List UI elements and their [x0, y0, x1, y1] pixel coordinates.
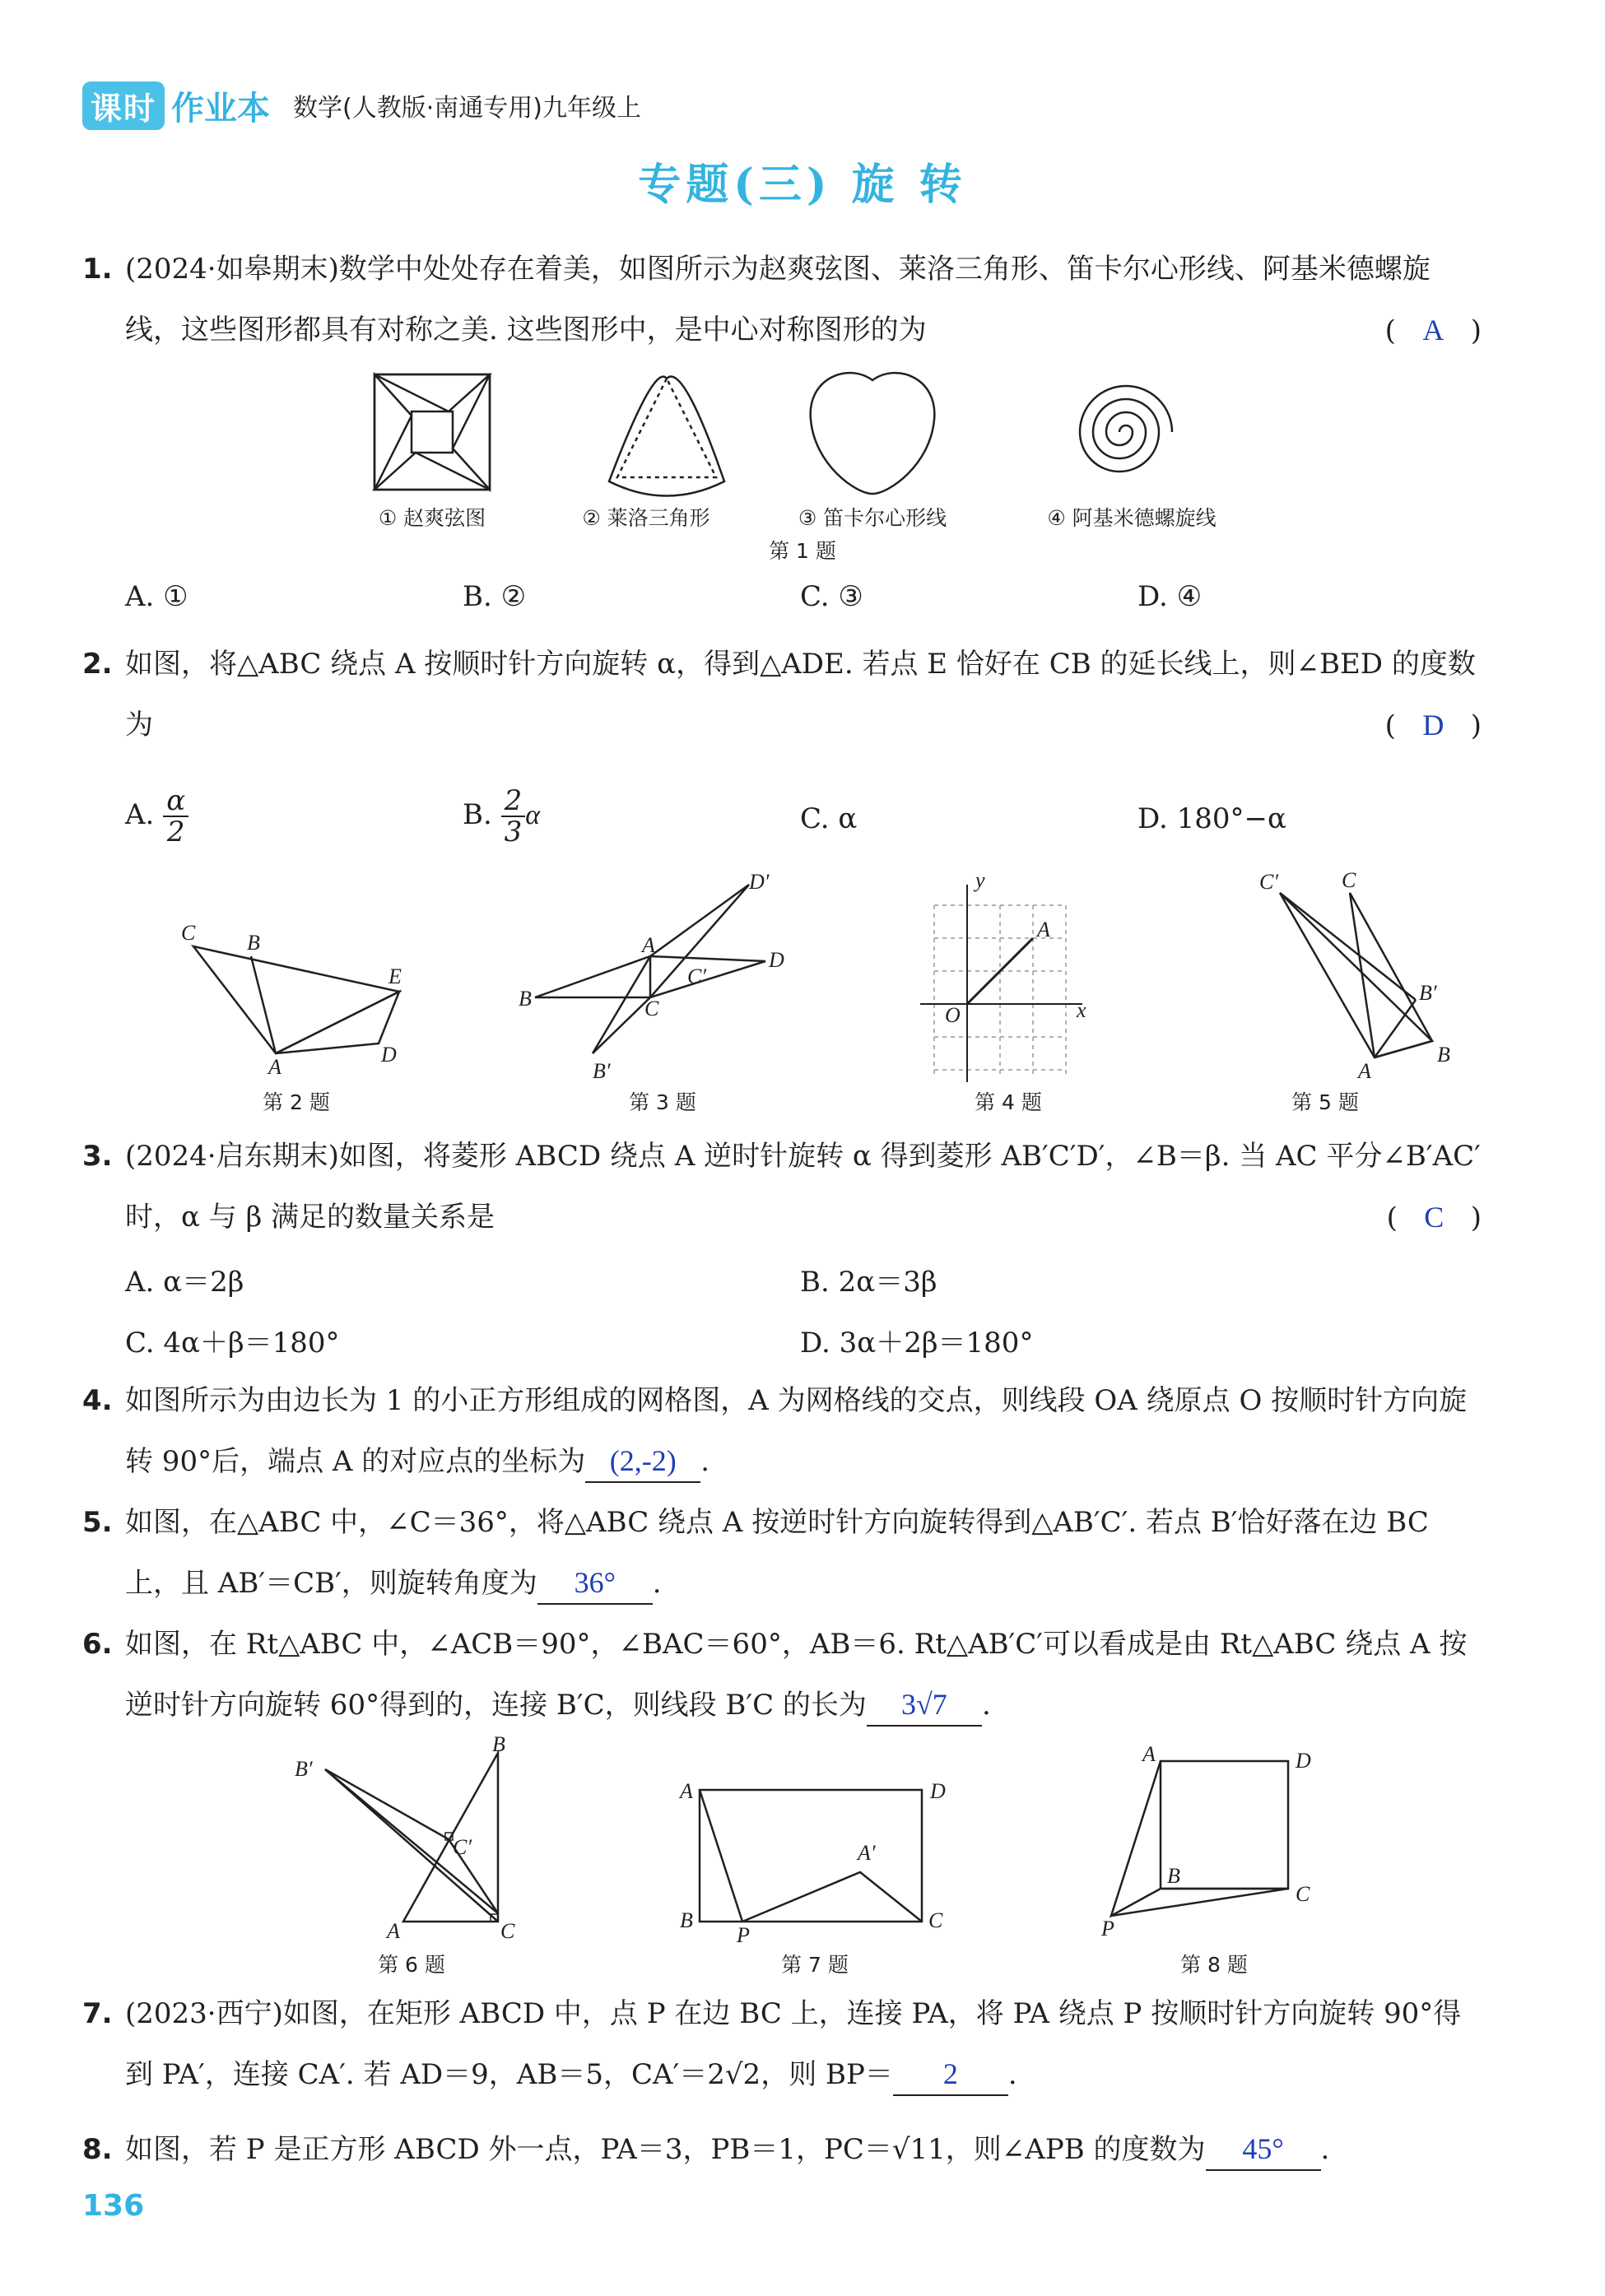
figure-row-2 [280, 1732, 1350, 1947]
svg-text:B: B [1437, 1043, 1450, 1067]
reuleaux-figure [609, 377, 724, 496]
logo: 课时 [82, 81, 165, 130]
question-5 [82, 1492, 1482, 1614]
question-text: (2024·启东期末)如图，将菱形 ABCD 绕点 A 逆时针旋转 α 得到菱形 AB′C′D′，∠B＝β. 当 AC 平分∠B′AC′时，α 与 β 满足的数量关系是 [125, 1140, 1481, 1234]
answer-blank: 45° [1206, 2128, 1321, 2171]
option-c: C. ③ [800, 580, 863, 613]
question-2 [82, 634, 1482, 755]
answer-bracket: ( C ) [1386, 1201, 1482, 1234]
svg-text:B: B [492, 1732, 505, 1756]
option-d: D. 180°−α [1137, 802, 1287, 835]
question-7 [82, 1983, 1482, 2105]
svg-text:P: P [1101, 1917, 1114, 1940]
svg-text:A: A [1142, 1742, 1156, 1766]
svg-text:C′: C′ [453, 1835, 472, 1859]
svg-text:D: D [1296, 1749, 1311, 1773]
question-6 [82, 1614, 1482, 1736]
svg-text:B: B [680, 1908, 693, 1932]
figure-label: ④ 阿基米德螺旋线 [1047, 506, 1217, 530]
figure-row-1 [165, 864, 1450, 1083]
option-d: D. 3α＋2β＝180° [800, 1327, 1034, 1359]
options-q2 [125, 769, 1475, 848]
period: . [1007, 2058, 1017, 2091]
svg-text:C: C [1342, 868, 1356, 892]
page-number: 136 [82, 2189, 145, 2223]
cardioid-figure [811, 373, 935, 494]
svg-text:A: A [387, 1919, 400, 1943]
svg-text:P: P [737, 1923, 750, 1947]
answer-blank: 2 [893, 2053, 1008, 2096]
option-b [463, 786, 540, 847]
svg-text:A: A [1037, 918, 1050, 941]
svg-text:D′: D′ [749, 870, 770, 894]
question-4 [82, 1370, 1482, 1492]
svg-text:B: B [1167, 1864, 1180, 1888]
svg-text:B′: B′ [1419, 981, 1437, 1005]
option-a: A. α＝2β [125, 1266, 244, 1299]
question-text: (2024·如皋期末)数学中处处存在着美，如图所示为赵爽弦图、莱洛三角形、笛卡尔心形线、阿基米德螺旋线，这些图形都具有对称之美. 这些图形中，是中心对称图形的为 [125, 253, 1431, 346]
spiral-figure [1080, 386, 1172, 472]
svg-text:D: D [769, 948, 784, 972]
question-1 [82, 239, 1482, 360]
figure-q8 [1111, 1761, 1288, 1916]
svg-text:D: D [381, 1043, 397, 1067]
option-b: B. ② [463, 580, 527, 613]
svg-text:A: A [680, 1779, 693, 1803]
option-letter: A. [125, 798, 155, 831]
option-c: C. α [800, 802, 858, 835]
answer-bracket: ( D ) [1384, 709, 1482, 742]
question-8 [82, 2119, 1482, 2180]
period: . [700, 1445, 710, 1478]
svg-text:A: A [268, 1055, 281, 1079]
question-3 [82, 1126, 1482, 1248]
svg-text:C′: C′ [687, 964, 707, 988]
period: . [1320, 2133, 1330, 2166]
svg-text:y: y [975, 868, 985, 892]
svg-text:x: x [1077, 998, 1086, 1022]
figure-q3 [535, 885, 765, 1053]
answer-blank: 3√7 [867, 1684, 982, 1727]
svg-text:O: O [945, 1003, 961, 1027]
page-header [82, 81, 641, 130]
svg-text:B: B [519, 987, 532, 1011]
answer-bracket: ( A ) [1384, 314, 1482, 347]
figure-q1 [362, 370, 1333, 510]
figure-q7 [700, 1790, 922, 1922]
question-number: 5. [82, 1506, 113, 1539]
svg-text:B′: B′ [593, 1059, 611, 1083]
question-text: 如图所示为由边长为 1 的小正方形组成的网格图，A 为网格线的交点，则线段 OA 绕原点 O 按顺时针方向旋转 90°后，端点 A 的对应点的坐标为 [125, 1384, 1468, 1478]
denominator: 3 [504, 816, 523, 848]
svg-text:E: E [388, 964, 402, 988]
figure-label: ③ 笛卡尔心形线 [798, 506, 947, 530]
numerator: α [163, 786, 188, 817]
page-title: 专题(三) 旋 转 [638, 160, 967, 210]
svg-text:C′: C′ [1259, 870, 1279, 894]
figure-q5 [1280, 893, 1432, 1057]
svg-text:B: B [247, 931, 260, 955]
figure-caption: 第 6 题 [378, 1953, 445, 1977]
question-number: 2. [82, 648, 113, 681]
figure-label: ② 莱洛三角形 [582, 506, 710, 530]
figure-caption: 第 2 题 [263, 1090, 330, 1114]
period: . [981, 1689, 991, 1722]
figure-caption: 第 4 题 [975, 1090, 1042, 1114]
svg-text:D: D [930, 1779, 946, 1803]
question-number: 6. [82, 1628, 113, 1661]
subject-label: 数学(人教版·南通专用)九年级上 [293, 94, 641, 123]
question-text: 如图，若 P 是正方形 ABCD 外一点，PA＝3，PB＝1，PC＝√11，则∠APB 的度数为 [125, 2133, 1206, 2166]
option-a [125, 786, 188, 847]
question-number: 7. [82, 1997, 113, 2030]
logo-suffix: 作业本 [171, 89, 271, 128]
svg-text:B′: B′ [295, 1757, 313, 1781]
answer: C [1424, 1201, 1444, 1234]
denominator: 2 [166, 816, 185, 848]
option-c: C. 4α＋β＝180° [125, 1327, 340, 1359]
svg-text:C: C [644, 997, 659, 1020]
answer: A [1422, 314, 1444, 346]
answer: D [1422, 709, 1444, 741]
question-number: 3. [82, 1140, 113, 1173]
options-q3 [125, 1259, 1475, 1358]
option-d: D. ④ [1137, 580, 1203, 613]
question-text: 如图，将△ABC 绕点 A 按顺时针方向旋转 α，得到△ADE. 若点 E 恰好在 CB 的延长线上，则∠BED 的度数为 [125, 648, 1476, 741]
svg-text:C: C [928, 1908, 943, 1932]
option-letter: B. [463, 798, 492, 831]
figure-caption: 第 5 题 [1291, 1090, 1359, 1114]
option-b: B. 2α＝3β [800, 1266, 937, 1299]
svg-text:A′: A′ [858, 1841, 876, 1865]
question-text: 如图，在 Rt△ABC 中，∠ACB＝90°，∠BAC＝60°，AB＝6. Rt△AB′C′可以看成是由 Rt△ABC 绕点 A 按逆时针方向旋转 60°得到的，连接 B′C，则线段 B′C 的长为 [125, 1628, 1468, 1722]
question-number: 1. [82, 253, 113, 286]
period: . [652, 1567, 662, 1600]
figure-caption: 第 7 题 [781, 1953, 849, 1977]
answer-blank: (2,-2) [585, 1440, 700, 1483]
figure-q6 [325, 1753, 498, 1922]
answer-blank: 36° [537, 1562, 653, 1605]
figure-caption: 第 8 题 [1180, 1953, 1248, 1977]
numerator: 2 [501, 786, 526, 817]
question-number: 4. [82, 1384, 113, 1417]
option-a: A. ① [125, 580, 188, 613]
zhao-shuang-figure [374, 374, 490, 490]
figure-caption: 第 3 题 [629, 1090, 696, 1114]
fraction [501, 786, 526, 847]
figure-q4 [920, 885, 1082, 1082]
question-text: 如图，在△ABC 中，∠C＝36°，将△ABC 绕点 A 按逆时针方向旋转得到△AB′C′. 若点 B′恰好落在边 BC 上，且 AB′＝CB′，则旋转角度为 [125, 1506, 1429, 1600]
question-number: 8. [82, 2133, 113, 2166]
svg-text:C: C [181, 921, 196, 945]
svg-text:A: A [1358, 1059, 1371, 1083]
alpha-symbol: α [525, 800, 541, 830]
figure-label: ① 赵爽弦图 [378, 506, 486, 530]
fraction [163, 786, 188, 847]
figure-q2 [193, 946, 399, 1053]
question-text: (2023·西宁)如图，在矩形 ABCD 中，点 P 在边 BC 上，连接 PA，将 PA 绕点 P 按顺时针方向旋转 90°得到 PA′，连接 CA′. 若 AD＝9，AB＝5，CA′＝2√2，则 BP＝ [125, 1997, 1462, 2091]
svg-text:A: A [642, 933, 655, 957]
svg-text:C: C [1296, 1882, 1310, 1906]
svg-text:C: C [500, 1919, 515, 1943]
figure-caption: 第 1 题 [769, 539, 836, 563]
